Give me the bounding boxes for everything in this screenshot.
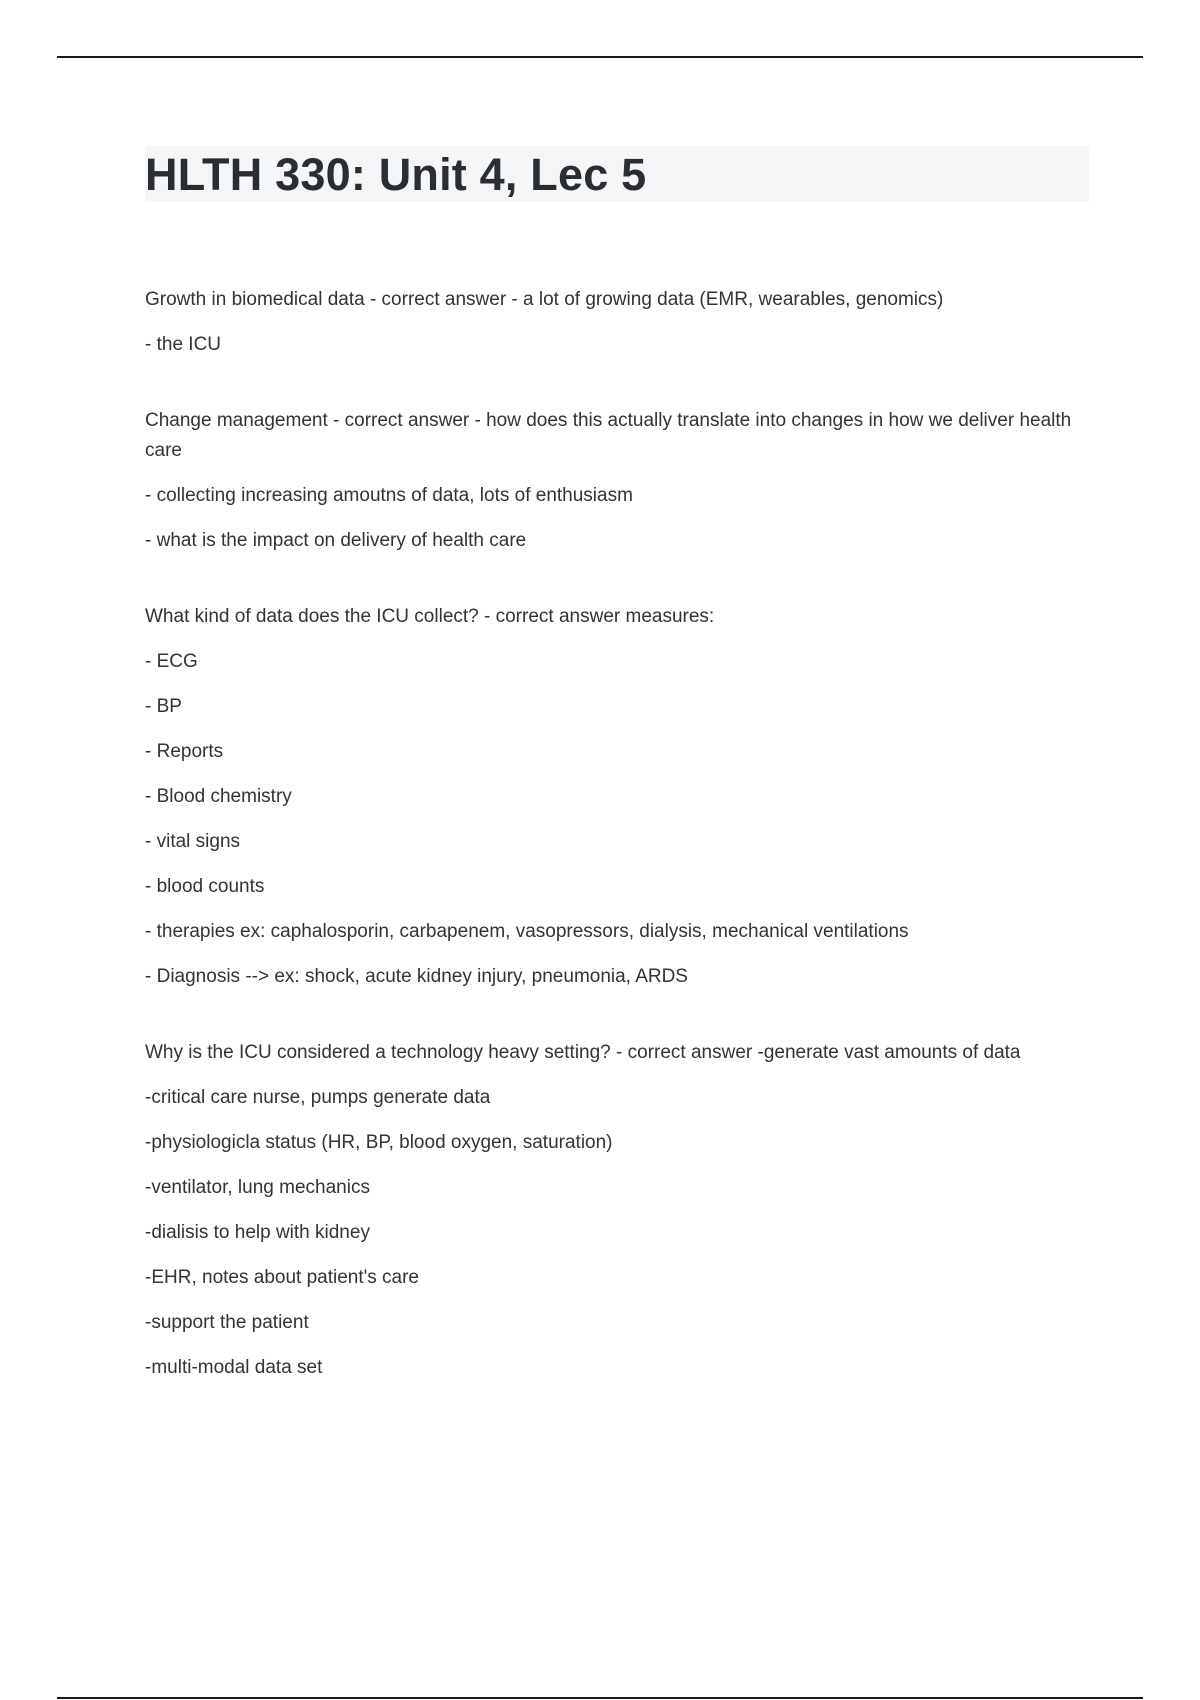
qa-answer-line: -multi-modal data set — [145, 1357, 323, 1378]
qa-answer-line: -support the patient — [145, 1312, 309, 1333]
footer-rule — [57, 1697, 1143, 1699]
qa-answer-line: - Diagnosis --> ex: shock, acute kidney injury, pneumonia, ARDS — [145, 966, 688, 987]
qa-answer-line: - ECG — [145, 651, 198, 672]
qa-answer-line: -physiologicla status (HR, BP, blood oxygen, saturation) — [145, 1132, 613, 1153]
document-title: HLTH 330: Unit 4, Lec 5 — [145, 148, 647, 200]
qa-answer-line: - vital signs — [145, 831, 241, 852]
qa-card-technology-heavy — [145, 1038, 1089, 1383]
qa-answer-line: - therapies ex: caphalosporin, carbapenem, vasopressors, dialysis, mechanical ventilations — [145, 921, 909, 942]
qa-question: Why is the ICU considered a technology heavy setting? - correct answer -generate vast amounts of data — [145, 1042, 1021, 1063]
qa-answer-line: - blood counts — [145, 876, 265, 897]
qa-question: What kind of data does the ICU collect? - correct answer measures: — [145, 606, 715, 627]
qa-answer-line: -critical care nurse, pumps generate data — [145, 1087, 491, 1108]
qa-answer-line: - Blood chemistry — [145, 786, 292, 807]
qa-question: Growth in biomedical data - correct answer - a lot of growing data (EMR, wearables, genomics) — [145, 289, 944, 310]
qa-answer-line: -EHR, notes about patient's care — [145, 1267, 419, 1288]
document-body — [145, 146, 1089, 1383]
qa-answer-line: -dialisis to help with kidney — [145, 1222, 370, 1243]
qa-answer-line: - what is the impact on delivery of health care — [145, 530, 527, 551]
qa-answer-line: - BP — [145, 696, 182, 717]
qa-answer-line: - Reports — [145, 741, 224, 762]
qa-list — [145, 285, 1089, 1383]
qa-card-icu-data — [145, 602, 1089, 992]
header-rule — [57, 56, 1143, 58]
qa-answer-line: - the ICU — [145, 334, 222, 355]
title-bar — [145, 146, 1089, 202]
qa-card-change-management — [145, 406, 1089, 556]
qa-question: Change management - correct answer - how does this actually translate into changes in how we deliver health care — [145, 410, 1072, 461]
qa-card-growth — [145, 285, 1089, 360]
qa-answer-line: -ventilator, lung mechanics — [145, 1177, 370, 1198]
qa-answer-line: - collecting increasing amoutns of data, lots of enthusiasm — [145, 485, 633, 506]
